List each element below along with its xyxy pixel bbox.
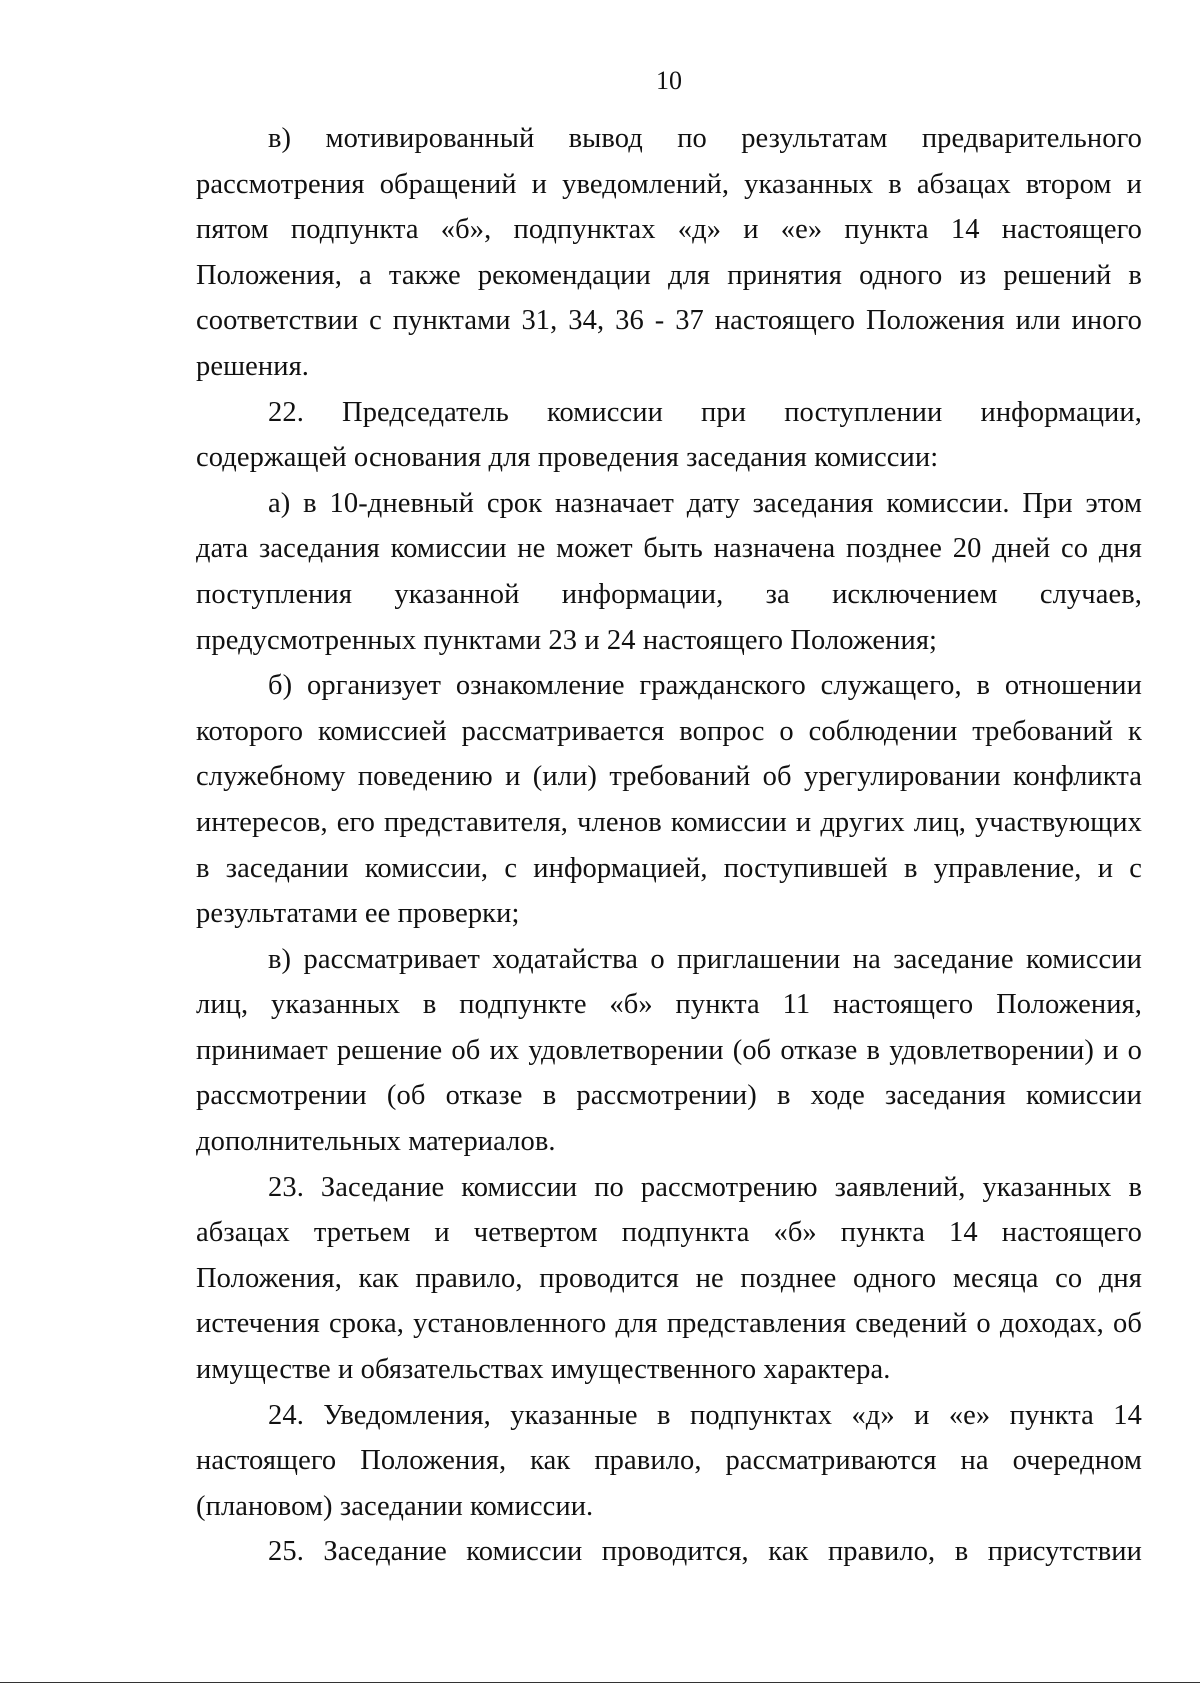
paragraph-clause-25: 25. Заседание комиссии проводится, как правило, в присутствии bbox=[268, 1536, 1142, 1568]
page-number: 10 bbox=[656, 66, 682, 95]
paragraph-item-b-familiarization: б) организует ознакомление гражданского служащего, в отношении которого комиссией рассматривается вопрос о соблюдении требований к служебному поведению и (или) требований об урегулировании конфликта интересов, его представителя, членов комиссии и других лиц, участвующих в заседании комиссии, с информацией, поступившей в управление, и с результатами ее проверки; bbox=[196, 670, 1142, 930]
paragraph-item-v-conclusion: в) мотивированный вывод по результатам предварительного рассмотрения обращений и уведомлений, указанных в абзацах втором и пятом подпункта «б», подпунктах «д» и «е» пункта 14 настоящего Положения, а также рекомендации для принятия одного из решений в соответствии с пунктами 31, 34, 36 - 37 настоящего Положения или иного решения. bbox=[196, 123, 1142, 382]
bottom-edge-line bbox=[0, 1682, 1200, 1683]
paragraph-item-a-date: а) в 10-дневный срок назначает дату заседания комиссии. При этом дата заседания комиссии не может быть назначена позднее 20 дней со дня поступления указанной информации, за исключением случаев, предусмотренных пунктами 23 и 24 настоящего Положения; bbox=[196, 487, 1142, 656]
document-body bbox=[196, 116, 1142, 1575]
paragraph-clause-23: 23. Заседание комиссии по рассмотрению заявлений, указанных в абзацах третьем и четвертом подпункта «б» пункта 14 настоящего Положения, как правило, проводится не позднее одного месяца со дня истечения срока, установленного для представления сведений о доходах, об имуществе и обязательствах имущественного характера. bbox=[196, 1171, 1142, 1386]
paragraph-clause-24: 24. Уведомления, указанные в подпунктах «д» и «е» пункта 14 настоящего Положения, как правило, рассматриваются на очередном (плановом) заседании комиссии. bbox=[196, 1399, 1142, 1522]
paragraph-item-v-petitions: в) рассматривает ходатайства о приглашении на заседание комиссии лиц, указанных в подпункте «б» пункта 11 настоящего Положения, принимает решение об их удовлетворении (об отказе в удовлетворении) и о рассмотрении (об отказе в рассмотрении) в ходе заседания комиссии дополнительных материалов. bbox=[196, 943, 1142, 1158]
paragraph-clause-22: 22. Председатель комиссии при поступлении информации, содержащей основания для проведения заседания комиссии: bbox=[196, 396, 1142, 474]
